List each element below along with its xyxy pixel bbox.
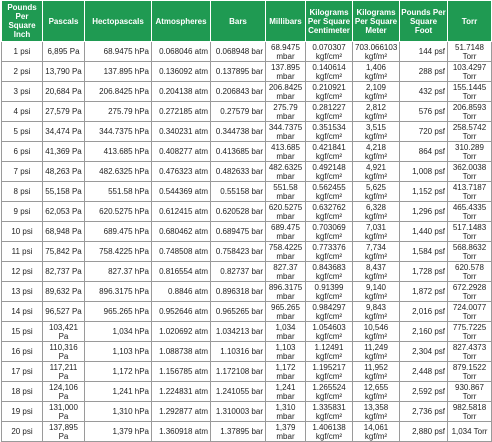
kgf-m2-cell: 1,406 kgf/m²: [353, 62, 400, 82]
psi-cell: 6 psi: [2, 142, 43, 162]
psi-cell: 17 psi: [2, 362, 43, 382]
kgf-cm2-cell: 1.054603 kgf/cm²: [306, 322, 353, 342]
atmospheres-cell: 0.612415 atm: [152, 202, 211, 222]
hectopascals-cell: 758.4225 hPa: [85, 242, 152, 262]
torr-cell: 362.0038 Torr: [448, 162, 492, 182]
table-row: [2, 282, 492, 302]
torr-cell: 465.4335 Torr: [448, 202, 492, 222]
conversion-table: [1, 0, 492, 442]
pascals-cell: 117,211 Pa: [43, 362, 85, 382]
millibars-cell: 275.79 mbar: [266, 102, 306, 122]
millibars-cell: 413.685 mbar: [266, 142, 306, 162]
hectopascals-cell: 1,310 hPa: [85, 402, 152, 422]
table-row: [2, 82, 492, 102]
atmospheres-cell: 0.272185 atm: [152, 102, 211, 122]
psi-cell: 2 psi: [2, 62, 43, 82]
torr-cell: 517.1483 Torr: [448, 222, 492, 242]
millibars-cell: 1,034 mbar: [266, 322, 306, 342]
kgf-cm2-cell: 0.210921 kgf/cm²: [306, 82, 353, 102]
bars-cell: 0.620528 bar: [211, 202, 266, 222]
psi-cell: 14 psi: [2, 302, 43, 322]
millibars-cell: 551.58 mbar: [266, 182, 306, 202]
hectopascals-cell: 275.79 hPa: [85, 102, 152, 122]
psi-cell: 9 psi: [2, 202, 43, 222]
kgf-m2-cell: 10,546 kgf/m²: [353, 322, 400, 342]
bars-cell: 0.27579 bar: [211, 102, 266, 122]
psf-cell: 864 psf: [400, 142, 448, 162]
hectopascals-cell: 965.265 hPa: [85, 302, 152, 322]
table-row: [2, 302, 492, 322]
table-row: [2, 402, 492, 422]
hectopascals-cell: 482.6325 hPa: [85, 162, 152, 182]
psf-cell: 1,008 psf: [400, 162, 448, 182]
hectopascals-cell: 1,241 hPa: [85, 382, 152, 402]
millibars-cell: 1,379 mbar: [266, 422, 306, 442]
millibars-cell: 344.7375 mbar: [266, 122, 306, 142]
bars-cell: 0.206843 bar: [211, 82, 266, 102]
bars-cell: 0.55158 bar: [211, 182, 266, 202]
kgf-cm2-cell: 0.492148 kgf/cm²: [306, 162, 353, 182]
pascals-cell: 13,790 Pa: [43, 62, 85, 82]
table-row: [2, 62, 492, 82]
kgf-m2-cell: 14,061 kgf/m²: [353, 422, 400, 442]
psf-cell: 1,584 psf: [400, 242, 448, 262]
psi-cell: 19 psi: [2, 402, 43, 422]
table-row: [2, 422, 492, 442]
table-row: [2, 222, 492, 242]
bars-cell: 1.37895 bar: [211, 422, 266, 442]
kgf-cm2-cell: 0.632762 kgf/cm²: [306, 202, 353, 222]
kgf-m2-cell: 7,031 kgf/m²: [353, 222, 400, 242]
table-row: [2, 42, 492, 62]
psf-cell: 1,872 psf: [400, 282, 448, 302]
pascals-cell: 89,632 Pa: [43, 282, 85, 302]
psi-cell: 10 psi: [2, 222, 43, 242]
atmospheres-cell: 0.544369 atm: [152, 182, 211, 202]
psf-cell: 1,296 psf: [400, 202, 448, 222]
pascals-cell: 68,948 Pa: [43, 222, 85, 242]
table-row: [2, 262, 492, 282]
atmospheres-cell: 1.020692 atm: [152, 322, 211, 342]
torr-cell: 724.0077 Torr: [448, 302, 492, 322]
millibars-cell: 965.265 mbar: [266, 302, 306, 322]
kgf-m2-cell: 703.066103 kgf/m²: [353, 42, 400, 62]
pascals-cell: 41,369 Pa: [43, 142, 85, 162]
millibars-cell: 620.5275 mbar: [266, 202, 306, 222]
kgf-m2-cell: 9,140 kgf/m²: [353, 282, 400, 302]
header-cell: Pounds Per Square Inch: [2, 1, 43, 42]
kgf-cm2-cell: 1.406138 kgf/cm²: [306, 422, 353, 442]
kgf-cm2-cell: 0.91399 kgf/cm²: [306, 282, 353, 302]
kgf-cm2-cell: 0.773376 kgf/cm²: [306, 242, 353, 262]
psf-cell: 288 psf: [400, 62, 448, 82]
bars-cell: 0.068948 bar: [211, 42, 266, 62]
bars-cell: 0.482633 bar: [211, 162, 266, 182]
table-row: [2, 182, 492, 202]
hectopascals-cell: 689.475 hPa: [85, 222, 152, 242]
millibars-cell: 1,172 mbar: [266, 362, 306, 382]
header-cell: Hectopascals: [85, 1, 152, 42]
pascals-cell: 55,158 Pa: [43, 182, 85, 202]
kgf-cm2-cell: 0.070307 kgf/cm²: [306, 42, 353, 62]
torr-cell: 930.867 Torr: [448, 382, 492, 402]
hectopascals-cell: 827.37 hPa: [85, 262, 152, 282]
psf-cell: 144 psf: [400, 42, 448, 62]
kgf-cm2-cell: 0.562455 kgf/cm²: [306, 182, 353, 202]
torr-cell: 51.7148 Torr: [448, 42, 492, 62]
torr-cell: 982.5818 Torr: [448, 402, 492, 422]
header-cell: Kilograms Per Square Centimeter: [306, 1, 353, 42]
hectopascals-cell: 1,172 hPa: [85, 362, 152, 382]
hectopascals-cell: 551.58 hPa: [85, 182, 152, 202]
psi-cell: 15 psi: [2, 322, 43, 342]
psi-cell: 16 psi: [2, 342, 43, 362]
psf-cell: 2,880 psf: [400, 422, 448, 442]
psi-cell: 1 psi: [2, 42, 43, 62]
hectopascals-cell: 1,103 hPa: [85, 342, 152, 362]
atmospheres-cell: 1.292877 atm: [152, 402, 211, 422]
atmospheres-cell: 0.680462 atm: [152, 222, 211, 242]
bars-cell: 0.689475 bar: [211, 222, 266, 242]
table-row: [2, 202, 492, 222]
kgf-cm2-cell: 0.351534 kgf/cm²: [306, 122, 353, 142]
table-row: [2, 142, 492, 162]
kgf-m2-cell: 4,921 kgf/m²: [353, 162, 400, 182]
pascals-cell: 62,053 Pa: [43, 202, 85, 222]
hectopascals-cell: 413.685 hPa: [85, 142, 152, 162]
kgf-cm2-cell: 0.421841 kgf/cm²: [306, 142, 353, 162]
kgf-m2-cell: 3,515 kgf/m²: [353, 122, 400, 142]
bars-cell: 1.10316 bar: [211, 342, 266, 362]
hectopascals-cell: 896.3175 hPa: [85, 282, 152, 302]
kgf-m2-cell: 11,249 kgf/m²: [353, 342, 400, 362]
torr-cell: 155.1445 Torr: [448, 82, 492, 102]
header-cell: Pascals: [43, 1, 85, 42]
atmospheres-cell: 0.136092 atm: [152, 62, 211, 82]
kgf-m2-cell: 4,218 kgf/m²: [353, 142, 400, 162]
torr-cell: 568.8632 Torr: [448, 242, 492, 262]
kgf-m2-cell: 2,812 kgf/m²: [353, 102, 400, 122]
atmospheres-cell: 1.088738 atm: [152, 342, 211, 362]
table-row: [2, 362, 492, 382]
pascals-cell: 103,421 Pa: [43, 322, 85, 342]
psi-cell: 5 psi: [2, 122, 43, 142]
hectopascals-cell: 1,379 hPa: [85, 422, 152, 442]
psf-cell: 432 psf: [400, 82, 448, 102]
atmospheres-cell: 0.748508 atm: [152, 242, 211, 262]
torr-cell: 1,034 Torr: [448, 422, 492, 442]
atmospheres-cell: 1.224831 atm: [152, 382, 211, 402]
torr-cell: 103.4297 Torr: [448, 62, 492, 82]
kgf-cm2-cell: 1.12491 kgf/cm²: [306, 342, 353, 362]
pascals-cell: 48,263 Pa: [43, 162, 85, 182]
kgf-cm2-cell: 0.984297 kgf/cm²: [306, 302, 353, 322]
kgf-m2-cell: 11,952 kgf/m²: [353, 362, 400, 382]
torr-cell: 620.578 Torr: [448, 262, 492, 282]
bars-cell: 1.034213 bar: [211, 322, 266, 342]
psi-cell: 20 psi: [2, 422, 43, 442]
kgf-cm2-cell: 1.195217 kgf/cm²: [306, 362, 353, 382]
table-body: [2, 42, 492, 442]
pascals-cell: 110,316 Pa: [43, 342, 85, 362]
atmospheres-cell: 1.156785 atm: [152, 362, 211, 382]
bars-cell: 0.896318 bar: [211, 282, 266, 302]
millibars-cell: 896.3175 mbar: [266, 282, 306, 302]
kgf-m2-cell: 5,625 kgf/m²: [353, 182, 400, 202]
kgf-m2-cell: 6,328 kgf/m²: [353, 202, 400, 222]
psf-cell: 2,448 psf: [400, 362, 448, 382]
hectopascals-cell: 68.9475 hPa: [85, 42, 152, 62]
header-cell: Torr: [448, 1, 492, 42]
header-cell: Millibars: [266, 1, 306, 42]
millibars-cell: 1,241 mbar: [266, 382, 306, 402]
atmospheres-cell: 0.476323 atm: [152, 162, 211, 182]
atmospheres-cell: 0.068046 atm: [152, 42, 211, 62]
millibars-cell: 1,103 mbar: [266, 342, 306, 362]
psf-cell: 576 psf: [400, 102, 448, 122]
millibars-cell: 1,310 mbar: [266, 402, 306, 422]
psi-cell: 13 psi: [2, 282, 43, 302]
hectopascals-cell: 206.8425 hPa: [85, 82, 152, 102]
psi-cell: 3 psi: [2, 82, 43, 102]
table-row: [2, 122, 492, 142]
psf-cell: 1,152 psf: [400, 182, 448, 202]
pascals-cell: 96,527 Pa: [43, 302, 85, 322]
kgf-cm2-cell: 0.140614 kgf/cm²: [306, 62, 353, 82]
table-row: [2, 382, 492, 402]
kgf-cm2-cell: 0.843683 kgf/cm²: [306, 262, 353, 282]
pascals-cell: 34,474 Pa: [43, 122, 85, 142]
atmospheres-cell: 0.340231 atm: [152, 122, 211, 142]
millibars-cell: 137.895 mbar: [266, 62, 306, 82]
psf-cell: 2,160 psf: [400, 322, 448, 342]
psi-cell: 11 psi: [2, 242, 43, 262]
atmospheres-cell: 0.8846 atm: [152, 282, 211, 302]
header-cell: Bars: [211, 1, 266, 42]
torr-cell: 258.5742 Torr: [448, 122, 492, 142]
millibars-cell: 68.9475 mbar: [266, 42, 306, 62]
psi-cell: 4 psi: [2, 102, 43, 122]
kgf-m2-cell: 7,734 kgf/m²: [353, 242, 400, 262]
bars-cell: 1.241055 bar: [211, 382, 266, 402]
torr-cell: 879.1522 Torr: [448, 362, 492, 382]
header-cell: Atmospheres: [152, 1, 211, 42]
torr-cell: 310.289 Torr: [448, 142, 492, 162]
pascals-cell: 131,000 Pa: [43, 402, 85, 422]
psf-cell: 720 psf: [400, 122, 448, 142]
millibars-cell: 206.8425 mbar: [266, 82, 306, 102]
kgf-cm2-cell: 0.281227 kgf/cm²: [306, 102, 353, 122]
header-cell: Kilograms Per Square Meter: [353, 1, 400, 42]
table-row: [2, 242, 492, 262]
pascals-cell: 124,106 Pa: [43, 382, 85, 402]
torr-cell: 206.8593 Torr: [448, 102, 492, 122]
atmospheres-cell: 0.408277 atm: [152, 142, 211, 162]
header-row: [2, 1, 492, 42]
table-row: [2, 322, 492, 342]
pascals-cell: 20,684 Pa: [43, 82, 85, 102]
millibars-cell: 758.4225 mbar: [266, 242, 306, 262]
kgf-cm2-cell: 1.265524 kgf/cm²: [306, 382, 353, 402]
kgf-m2-cell: 13,358 kgf/m²: [353, 402, 400, 422]
kgf-m2-cell: 12,655 kgf/m²: [353, 382, 400, 402]
torr-cell: 672.2928 Torr: [448, 282, 492, 302]
psf-cell: 1,728 psf: [400, 262, 448, 282]
torr-cell: 413.7187 Torr: [448, 182, 492, 202]
torr-cell: 827.4373 Torr: [448, 342, 492, 362]
bars-cell: 0.137895 bar: [211, 62, 266, 82]
psf-cell: 2,592 psf: [400, 382, 448, 402]
bars-cell: 1.172108 bar: [211, 362, 266, 382]
bars-cell: 0.758423 bar: [211, 242, 266, 262]
psf-cell: 2,736 psf: [400, 402, 448, 422]
hectopascals-cell: 344.7375 hPa: [85, 122, 152, 142]
pascals-cell: 82,737 Pa: [43, 262, 85, 282]
bars-cell: 0.82737 bar: [211, 262, 266, 282]
hectopascals-cell: 137.895 hPa: [85, 62, 152, 82]
pascals-cell: 75,842 Pa: [43, 242, 85, 262]
millibars-cell: 689.475 mbar: [266, 222, 306, 242]
psf-cell: 1,440 psf: [400, 222, 448, 242]
bars-cell: 0.413685 bar: [211, 142, 266, 162]
bars-cell: 1.310003 bar: [211, 402, 266, 422]
bars-cell: 0.965265 bar: [211, 302, 266, 322]
atmospheres-cell: 0.952646 atm: [152, 302, 211, 322]
psi-cell: 8 psi: [2, 182, 43, 202]
psf-cell: 2,016 psf: [400, 302, 448, 322]
psf-cell: 2,304 psf: [400, 342, 448, 362]
hectopascals-cell: 1,034 hPa: [85, 322, 152, 342]
table-row: [2, 102, 492, 122]
pascals-cell: 137,895 Pa: [43, 422, 85, 442]
atmospheres-cell: 1.360918 atm: [152, 422, 211, 442]
table-row: [2, 342, 492, 362]
atmospheres-cell: 0.204138 atm: [152, 82, 211, 102]
kgf-m2-cell: 2,109 kgf/m²: [353, 82, 400, 102]
kgf-cm2-cell: 1.335831 kgf/cm²: [306, 402, 353, 422]
millibars-cell: 827.37 mbar: [266, 262, 306, 282]
kgf-cm2-cell: 0.703069 kgf/cm²: [306, 222, 353, 242]
kgf-m2-cell: 8,437 kgf/m²: [353, 262, 400, 282]
kgf-m2-cell: 9,843 kgf/m²: [353, 302, 400, 322]
header-cell: Pounds Per Square Foot: [400, 1, 448, 42]
millibars-cell: 482.6325 mbar: [266, 162, 306, 182]
pascals-cell: 6,895 Pa: [43, 42, 85, 62]
atmospheres-cell: 0.816554 atm: [152, 262, 211, 282]
psi-cell: 18 psi: [2, 382, 43, 402]
table-row: [2, 162, 492, 182]
hectopascals-cell: 620.5275 hPa: [85, 202, 152, 222]
psi-cell: 12 psi: [2, 262, 43, 282]
bars-cell: 0.344738 bar: [211, 122, 266, 142]
torr-cell: 775.7225 Torr: [448, 322, 492, 342]
psi-cell: 7 psi: [2, 162, 43, 182]
pascals-cell: 27,579 Pa: [43, 102, 85, 122]
